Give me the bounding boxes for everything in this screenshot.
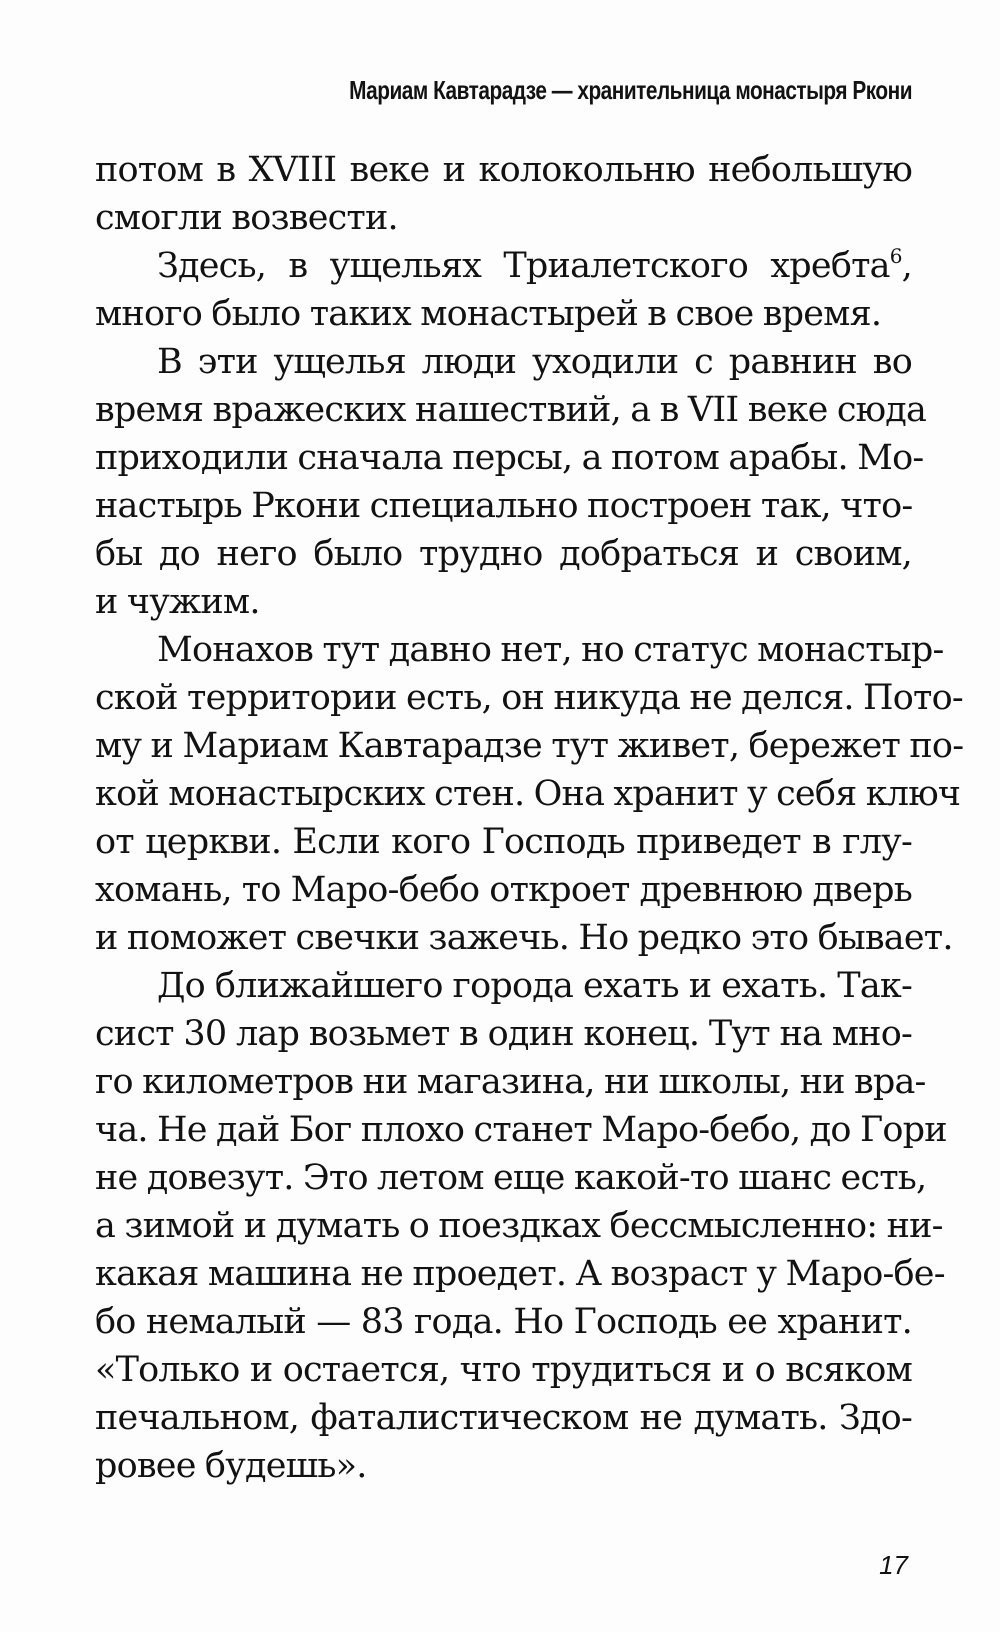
text-line: В эти ущелья люди уходили с равнин во bbox=[157, 342, 912, 382]
text-line: ча. Не дай Бог плохо станет Маро-бебо, до Гори bbox=[95, 1110, 947, 1150]
text-line: ровее будешь». bbox=[95, 1446, 367, 1486]
text-line-with-footnote bbox=[95, 242, 912, 290]
text-line: бо немалый — 83 года. Но Господь ее хранит. bbox=[95, 1302, 912, 1342]
text-line: много было таких монастырей в свое время. bbox=[95, 294, 882, 334]
text-line: настырь Ркони специально построен так, что- bbox=[95, 486, 913, 526]
text-line: не довезут. Это летом еще какой-то шанс есть, bbox=[95, 1158, 927, 1198]
footnote-reference: 6 bbox=[889, 244, 902, 268]
text-line: и поможет свечки зажечь. Но редко это бывает. bbox=[95, 918, 953, 958]
text-line: «Только и остается, что трудиться и о всяком bbox=[95, 1350, 912, 1390]
running-header: Мариам Кавтарадзе — хранительница монастыря Ркони bbox=[349, 75, 912, 105]
text-line: Монахов тут давно нет, но статус монастыр- bbox=[157, 630, 944, 670]
text-line: а зимой и думать о поездках бессмысленно: ни- bbox=[95, 1206, 943, 1246]
text-line: печальном, фаталистическом не думать. Здо- bbox=[95, 1398, 912, 1438]
page-number: 17 bbox=[879, 1550, 908, 1580]
text-line: го километров ни магазина, ни школы, ни вра- bbox=[95, 1062, 926, 1102]
footnote-trailing-punctuation: , bbox=[901, 246, 912, 286]
text-line: и чужим. bbox=[95, 582, 260, 622]
text-line: смогли возвести. bbox=[95, 198, 398, 238]
text-line: кой монастырских стен. Она хранит у себя ключ bbox=[95, 774, 961, 814]
text-line-content: Здесь, в ущельях Триалетского хребта bbox=[157, 246, 890, 286]
text-line: хомань, то Маро-бебо откроет древнюю дверь bbox=[95, 870, 912, 910]
text-line: время вражеских нашествий, а в VII веке сюда bbox=[95, 390, 927, 430]
text-line: от церкви. Если кого Господь приведет в глу- bbox=[95, 822, 912, 862]
text-line: потом в XVIII веке и колокольню небольшую bbox=[95, 150, 912, 190]
text-line: какая машина не проедет. А возраст у Маро-бе- bbox=[95, 1254, 945, 1294]
text-line: До ближайшего города ехать и ехать. Так- bbox=[157, 966, 912, 1006]
text-line: му и Мариам Кавтарадзе тут живет, бережет по- bbox=[95, 726, 964, 766]
body-text bbox=[95, 146, 964, 1490]
text-line: ской территории есть, он никуда не делся. Пото- bbox=[95, 678, 963, 718]
text-line: бы до него было трудно добраться и своим, bbox=[95, 534, 912, 574]
text-line: сист 30 лар возьмет в один конец. Тут на мно- bbox=[95, 1014, 912, 1054]
text-line: приходили сначала персы, а потом арабы. Мо- bbox=[95, 438, 924, 478]
